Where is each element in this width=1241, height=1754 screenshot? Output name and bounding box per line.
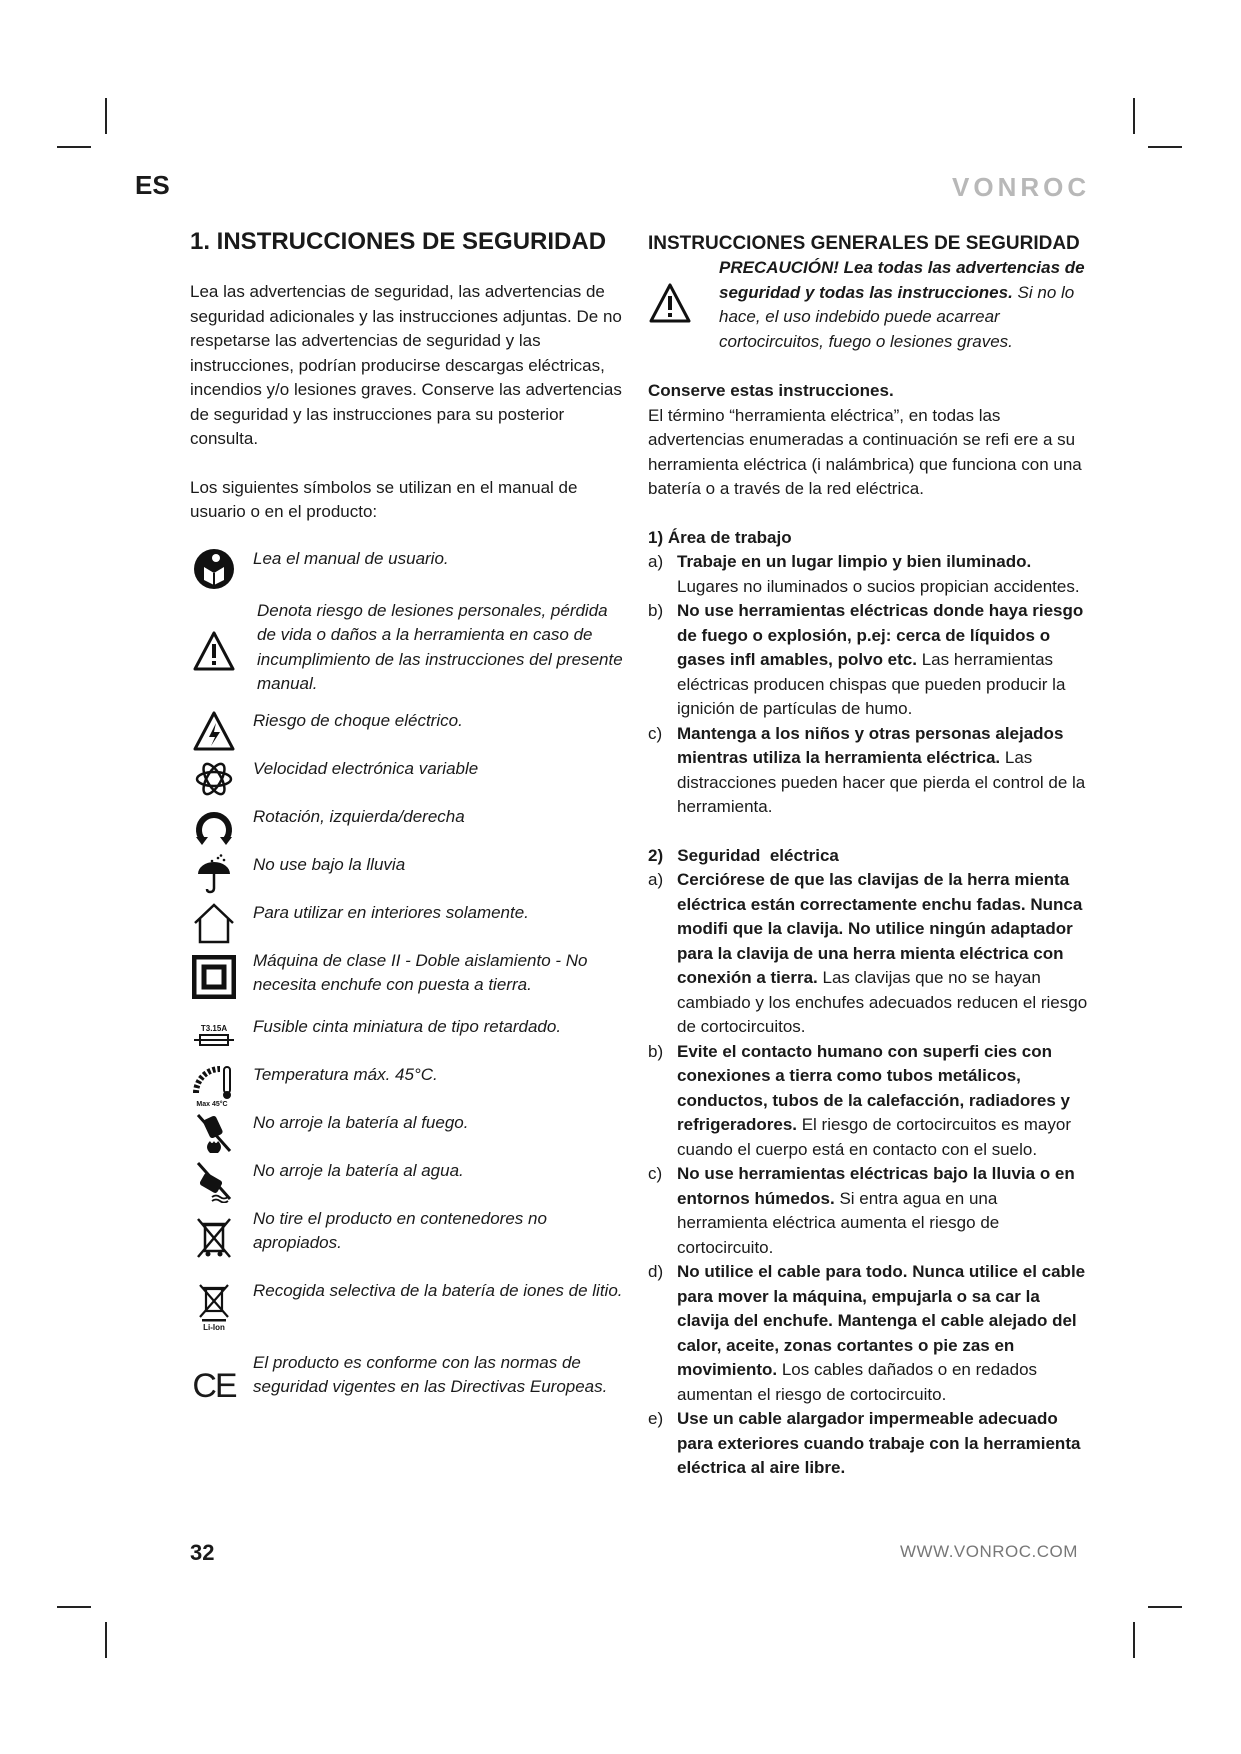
- symbol-row: [190, 1063, 630, 1109]
- symbol-row: [190, 709, 630, 755]
- keep-instructions-title: Conserve estas instrucciones.: [648, 381, 894, 400]
- no-fire-icon: [190, 1111, 238, 1155]
- read-manual-icon: [190, 547, 238, 591]
- crop-mark: [1133, 1622, 1135, 1658]
- symbol-row: [190, 599, 630, 707]
- list-item: b) Evite el contacto humano con superfi cies con conexiones a tierra como tubos metálicos, conductos, tubos de la calefacción, radiadores y refrigeradores. El riesgo de cortocircuitos es mayor cuando el cuerpo está en contacto con el suelo.: [648, 1041, 1071, 1159]
- list-item: c) No use herramientas eléctricas bajo la lluvia o en entornos húmedos. Si entra agua en una herramienta eléctrica aumenta el riesgo de cortocircuito.: [648, 1164, 1075, 1257]
- brand-logo: VONROC: [952, 172, 1091, 202]
- fuse-icon: [190, 1015, 238, 1059]
- symbol-text: Para utilizar en interiores solamente.: [253, 902, 529, 922]
- symbol-text: Recogida selectiva de la batería de iones de litio.: [253, 1280, 623, 1300]
- symbol-row: [190, 1159, 630, 1205]
- li-ion-bin-icon: [190, 1285, 238, 1329]
- warning-triangle-icon: [648, 282, 692, 329]
- double-insulation-icon: [190, 955, 238, 999]
- variable-speed-icon: [190, 757, 238, 801]
- symbol-row: [190, 1111, 630, 1157]
- symbol-row: [190, 1207, 630, 1277]
- symbol-row: [190, 805, 630, 851]
- caution-block: [648, 256, 1088, 354]
- list-item: e) Use un cable alargador impermeable adecuado para exteriores cuando trabaje con la herramienta eléctrica al aire libre.: [648, 1409, 1081, 1477]
- crop-mark: [105, 1622, 107, 1658]
- section-title: 1. INSTRUCCIONES DE SEGURIDAD: [190, 228, 607, 255]
- list-item: b) No use herramientas eléctricas donde haya riesgo de fuego o explosión, p.ej: cerca de líquidos o gases infl amables, polvo etc. Las herramientas eléctricas producen chispas que pueden producir la ignición de partículas de humo.: [648, 601, 1084, 718]
- no-rain-icon: [190, 853, 238, 897]
- symbol-row: [190, 547, 630, 593]
- left-column: [190, 228, 630, 1425]
- li-ion-label: Li-Ion: [203, 1322, 225, 1331]
- crop-mark: [1148, 1606, 1182, 1608]
- indoor-house-icon: [190, 901, 238, 945]
- caution-rest: Si no lo hace, el uso indebido puede acarrear cortocircuitos, fuego o lesiones graves.: [719, 282, 1075, 351]
- symbol-text: Lea el manual de usuario.: [253, 548, 449, 568]
- fuse-label: T3.15A: [200, 1023, 228, 1033]
- symbol-text: Rotación, izquierda/derecha: [253, 806, 465, 826]
- caution-text: [711, 256, 1088, 354]
- caution-bold: PRECAUCIÓN! Lea todas las advertencias de seguridad y todas las instrucciones.: [719, 258, 1085, 302]
- temp-label: Max 45°C: [196, 1100, 228, 1107]
- rotation-icon: [190, 805, 238, 849]
- general-safety-title: INSTRUCCIONES GENERALES DE SEGURIDAD: [648, 233, 1080, 254]
- electric-shock-icon: [190, 709, 238, 753]
- symbol-row: [190, 757, 630, 803]
- crop-mark: [105, 98, 107, 134]
- work-area-title: 1) Área de trabajo: [648, 527, 792, 547]
- symbol-row: [190, 901, 630, 947]
- page-number: 32: [190, 1540, 215, 1565]
- crop-mark: [57, 1606, 91, 1608]
- symbol-text: No use bajo la lluvia: [253, 854, 406, 874]
- electrical-safety-title: 2) Seguridad eléctrica: [648, 845, 839, 865]
- list-item: a) Cerciórese de que las clavijas de la herra mienta eléctrica están correctamente enchu fadas. Nunca modifi que la clavija. No utilice ningún adaptador para la clavija de una herra mienta eléctrica con conexión a tierra. Las clavijas que no se hayan cambiado y los enchufes adecuados reducen el riesgo de cortocircuitos.: [648, 870, 1088, 1036]
- symbol-row: [190, 853, 630, 899]
- symbol-text: Velocidad electrónica variable: [253, 758, 479, 778]
- symbol-row: [190, 1351, 630, 1425]
- list-item: c) Mantenga a los niños y otras personas alejados mientras utiliza la herramienta eléctrica. Las distracciones pueden hacer que pierda el control de la herramienta.: [648, 723, 1086, 816]
- symbol-text: Riesgo de choque eléctrico.: [253, 710, 463, 730]
- warning-triangle-icon: [190, 629, 238, 673]
- symbol-text: Temperatura máx. 45°C.: [253, 1064, 438, 1084]
- symbol-text: No arroje la batería al fuego.: [253, 1112, 469, 1132]
- ce-label: CE: [192, 1367, 236, 1405]
- symbol-row: [190, 1279, 630, 1349]
- crop-mark: [1133, 98, 1135, 134]
- symbol-text: El producto es conforme con las normas de seguridad vigentes en las Directivas Europeas.: [253, 1352, 608, 1396]
- symbol-text: Denota riesgo de lesiones personales, pérdida de vida o daños a la herramienta en caso de incumplimiento de las instrucciones del presente manual.: [257, 600, 623, 693]
- temperature-icon: [190, 1063, 238, 1107]
- ce-mark-icon: [190, 1365, 238, 1409]
- list-item: d) No utilice el cable para todo. Nunca utilice el cable para mover la máquina, empujarla o sa car la clavija del enchufe. Mantenga el cable alejado del calor, aceite, zonas cortantes o pie zas en movimiento. Los cables dañados o en redados aumentan el riesgo de cortocircuito.: [648, 1262, 1086, 1404]
- symbol-text: No arroje la batería al agua.: [253, 1160, 464, 1180]
- symbols-intro: Los siguientes símbolos se utilizan en el manual de usuario o en el producto:: [190, 477, 578, 521]
- keep-instructions-text: El término “herramienta eléctrica”, en todas las advertencias enumeradas a continuación se refi ere a su herramienta eléctrica (i nalámbrica) que funciona con una batería o a través de la red eléctrica.: [648, 405, 1082, 498]
- crop-mark: [57, 146, 91, 148]
- list-item: a) Trabaje en un lugar limpio y bien iluminado. Lugares no iluminados o sucios propician accidentes.: [648, 552, 1080, 596]
- website-url: WWW.VONROC.COM: [900, 1542, 1078, 1561]
- crop-mark: [1148, 146, 1182, 148]
- right-column: [648, 232, 1088, 1481]
- symbol-text: Máquina de clase II - Doble aislamiento - No necesita enchufe con puesta a tierra.: [253, 950, 588, 994]
- symbol-text: Fusible cinta miniatura de tipo retardado.: [253, 1016, 562, 1036]
- language-code: ES: [135, 170, 170, 200]
- weee-bin-icon: [190, 1215, 238, 1259]
- no-water-icon: [190, 1159, 238, 1203]
- symbol-text: No tire el producto en contenedores no apropiados.: [253, 1208, 547, 1252]
- intro-paragraph: Lea las advertencias de seguridad, las advertencias de seguridad adicionales y las instrucciones adjuntas. De no respetarse las advertencias de seguridad y las instrucciones, podrían producirse descargas eléctricas, incendios y/o lesiones graves. Conserve las advertencias de seguridad y las instrucciones para su posterior consulta.: [190, 282, 622, 448]
- symbol-row: [190, 1015, 630, 1061]
- symbol-row: [190, 949, 630, 1013]
